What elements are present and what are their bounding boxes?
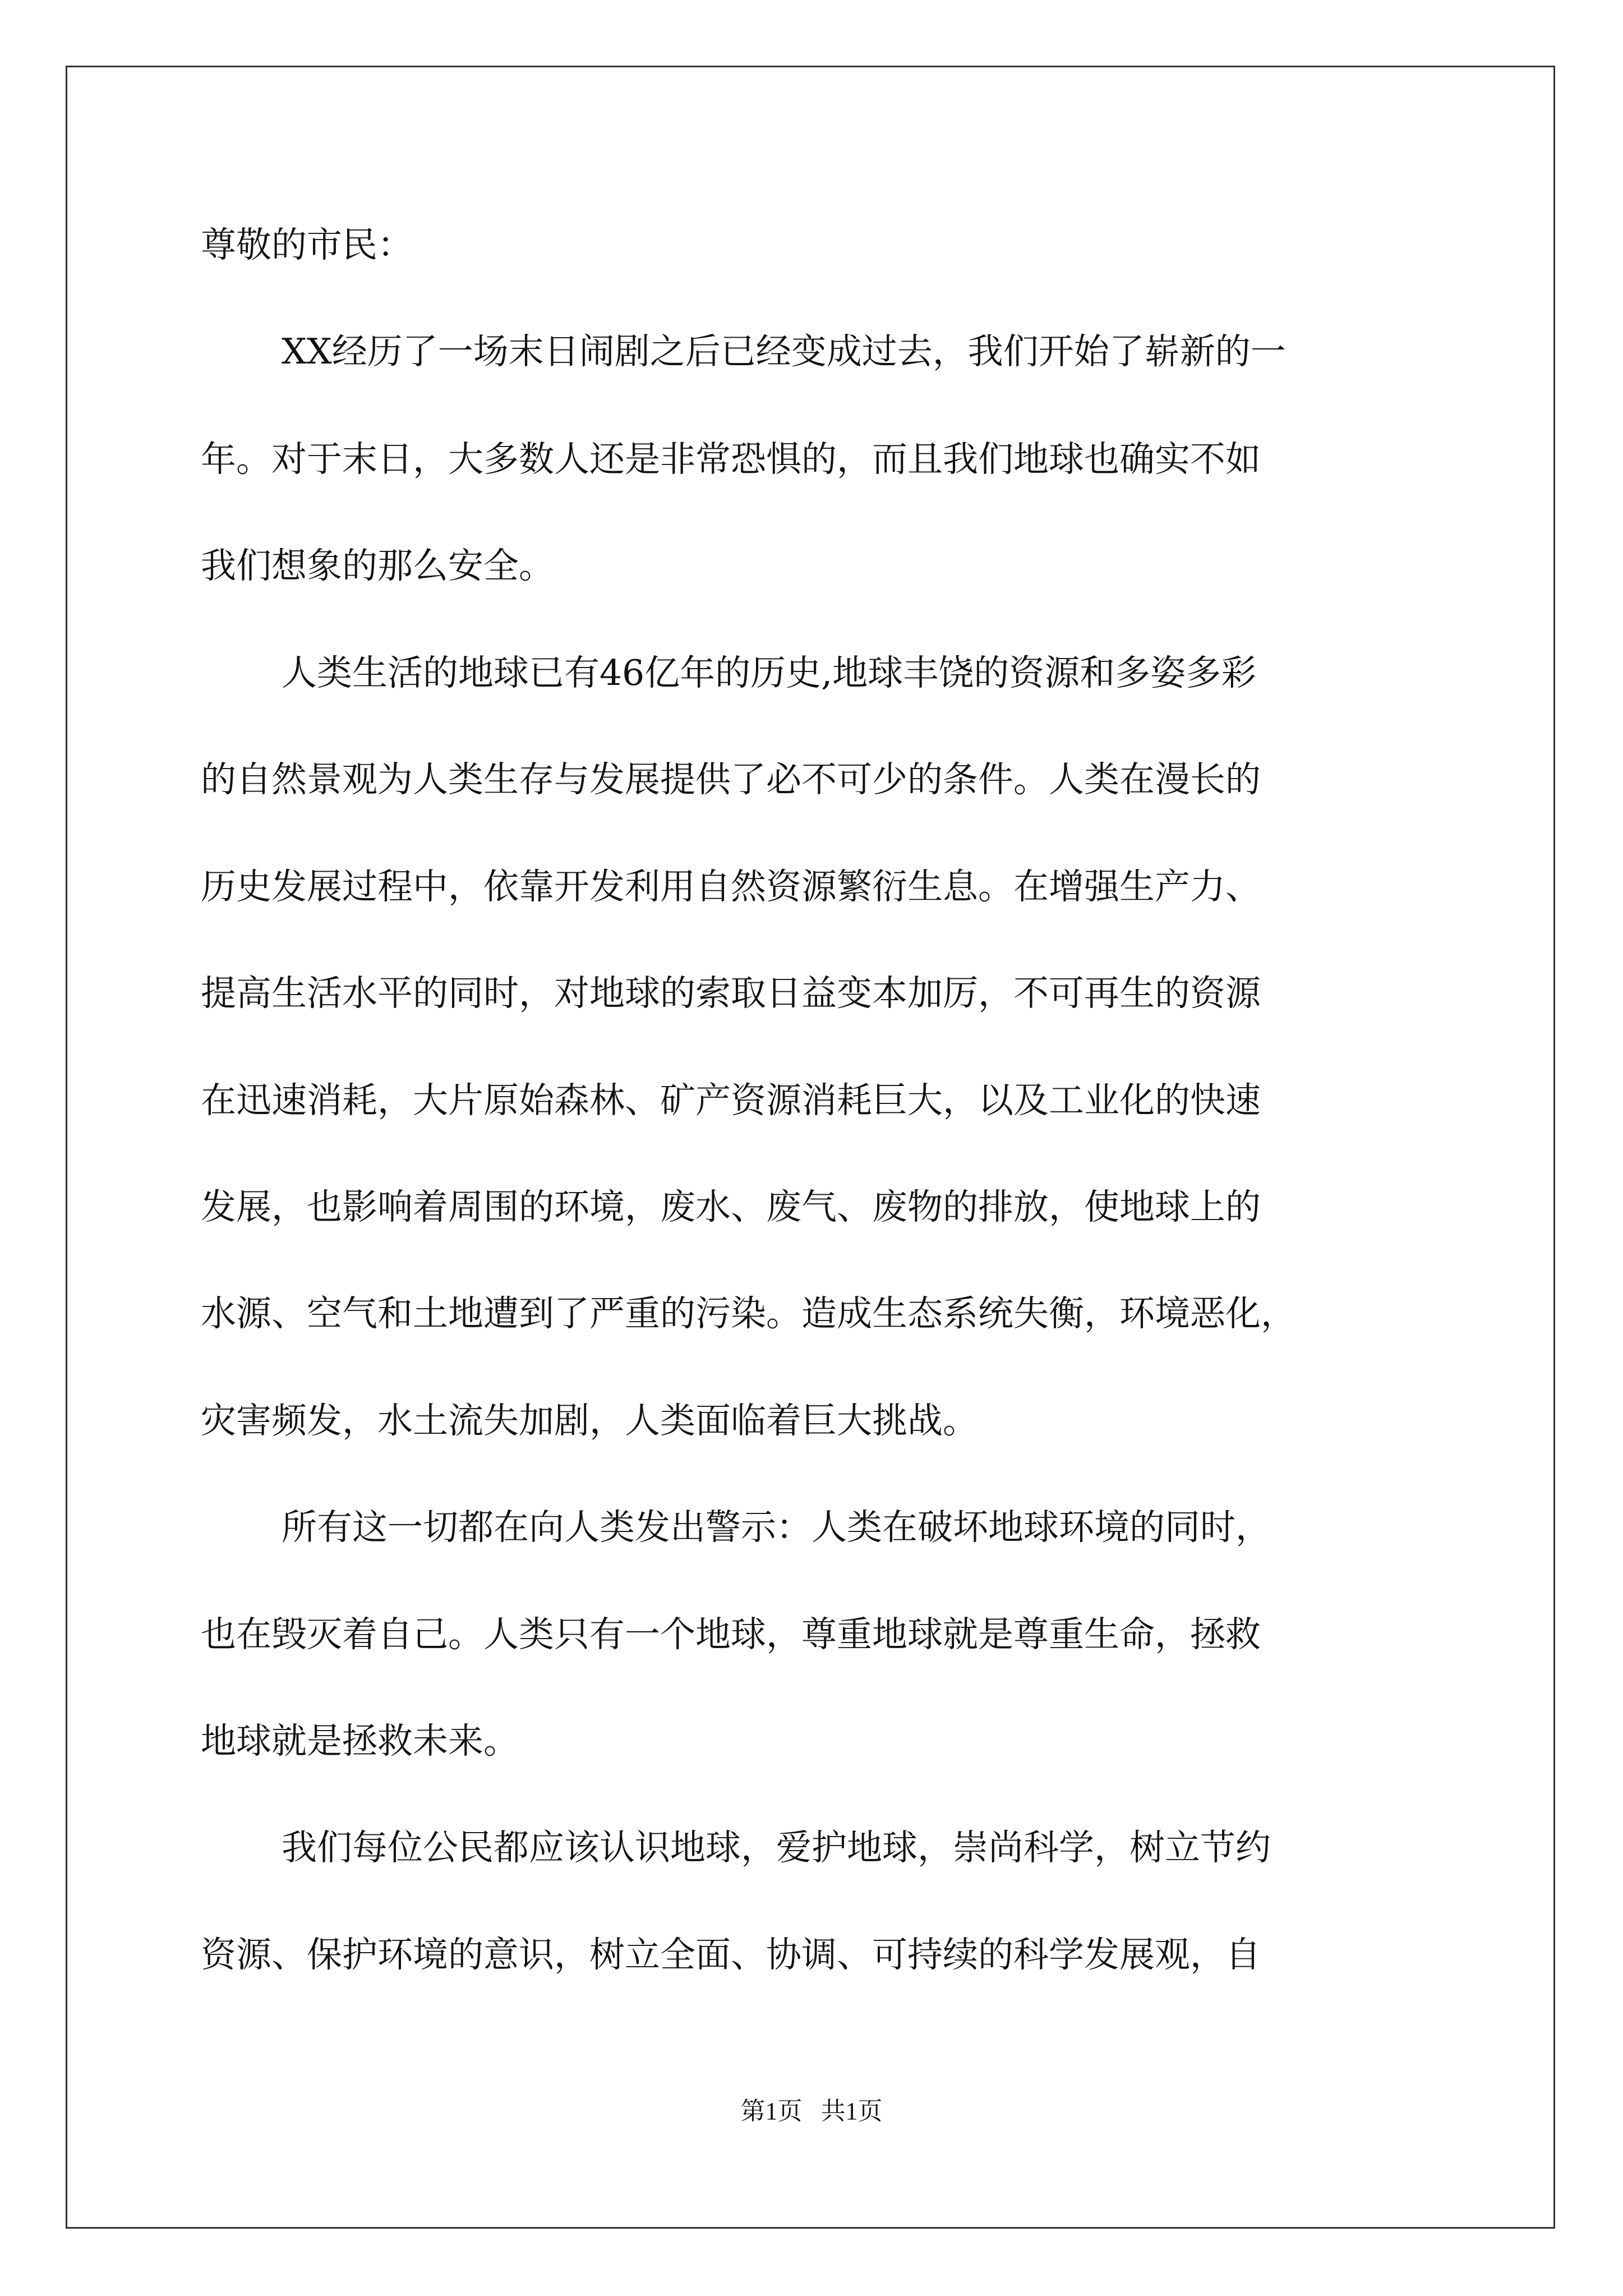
paragraph-2-line-1: 人类生活的地球已有46亿年的历史,地球丰饶的资源和多姿多彩 — [282, 652, 1257, 693]
paragraph-2-line-7: 水源、空气和土地遭到了严重的污染。造成生态系统失衡，环境恶化， — [201, 1293, 1296, 1334]
paragraph-4-line-1: 我们每位公民都应该认识地球，爱护地球，崇尚科学，树立节约 — [282, 1827, 1271, 1868]
paragraph-2-line-6: 发展，也影响着周围的环境，废水、废气、废物的排放，使地球上的 — [201, 1186, 1261, 1227]
salutation-line: 尊敬的市民： — [201, 224, 413, 265]
paragraph-3-line-1: 所有这一切都在向人类发出警示：人类在破坏地球环境的同时， — [282, 1507, 1271, 1548]
paragraph-2-line-4: 提高生活水平的同时，对地球的索取日益变本加厉，不可再生的资源 — [201, 973, 1261, 1014]
paragraph-1-line-3: 我们想象的那么安全。 — [201, 545, 554, 586]
paragraph-2-line-8: 灾害频发，水土流失加剧，人类面临着巨大挑战。 — [201, 1400, 978, 1441]
page-number-footer: 第1页 共1页 — [740, 2097, 883, 2125]
paragraph-4-line-2: 资源、保护环境的意识，树立全面、协调、可持续的科学发展观，自 — [201, 1934, 1261, 1975]
paragraph-2-line-2: 的自然景观为人类生存与发展提供了必不可少的条件。人类在漫长的 — [201, 759, 1261, 800]
paragraph-1-line-1: XX经历了一场末日闹剧之后已经变成过去，我们开始了崭新的一 — [282, 331, 1286, 372]
paragraph-2-line-3: 历史发展过程中，依靠开发利用自然资源繁衍生息。在增强生产力、 — [201, 866, 1261, 907]
paragraph-1-line-2: 年。对于末日，大多数人还是非常恐惧的，而且我们地球也确实不如 — [201, 439, 1261, 480]
page-border — [66, 66, 1555, 2229]
paragraph-2-line-5: 在迅速消耗，大片原始森林、矿产资源消耗巨大，以及工业化的快速 — [201, 1080, 1261, 1121]
paragraph-3-line-3: 地球就是拯救未来。 — [201, 1720, 519, 1761]
paragraph-3-line-2: 也在毁灭着自己。人类只有一个地球，尊重地球就是尊重生命，拯救 — [201, 1614, 1261, 1655]
